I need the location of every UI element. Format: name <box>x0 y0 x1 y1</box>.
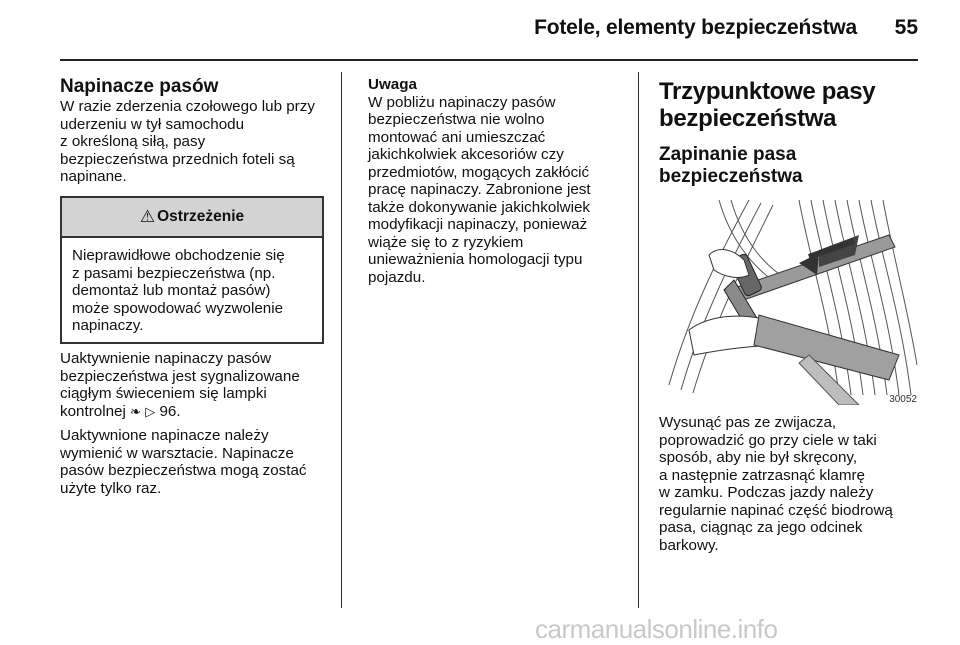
note-line: unieważnienia homologacji typu <box>368 251 583 268</box>
instruction-line: barkowy. <box>659 536 719 554</box>
replacement-paragraph-line: pasów bezpieczeństwa mogą zostać <box>60 462 307 479</box>
warning-header <box>62 198 322 238</box>
intro-line: W razie zderzenia czołowego lub przy <box>60 98 315 115</box>
column-divider-1 <box>341 72 342 608</box>
intro-line: bezpieczeństwa przednich foteli są <box>60 150 295 168</box>
warning-box <box>60 196 324 344</box>
heading-line: bezpieczeństwa <box>659 105 837 132</box>
seatbelt-fastening-illustration <box>659 195 919 405</box>
column-3 <box>659 78 924 188</box>
column-1 <box>60 76 330 186</box>
replacement-paragraph-line: Uaktywnione napinacze należy <box>60 427 269 444</box>
note-line: pojazdu. <box>368 268 426 286</box>
warning-line: demontaż lub montaż pasów) <box>72 282 271 299</box>
note-line: pracę napinaczy. Zabronione jest <box>368 181 591 198</box>
warning-line: Nieprawidłowe obchodzenie się <box>72 247 285 264</box>
figure-id: 30052 <box>889 394 917 405</box>
activation-paragraph-line <box>60 403 332 421</box>
instruction-line: w zamku. Podczas jazdy należy <box>659 484 874 501</box>
note-line: jakichkolwiek akcesoriów czy <box>368 146 564 163</box>
note-line: bezpieczeństwa nie wolno <box>368 111 545 128</box>
note-label: Uwaga <box>368 76 417 93</box>
warning-line: napinaczy. <box>72 317 144 334</box>
section-heading-pretensioners: Napinacze pasów <box>60 76 219 97</box>
instruction-line: poprowadzić go przy ciele w taki <box>659 431 877 449</box>
column-2 <box>368 76 633 286</box>
note-line: montować ani umieszczać <box>368 128 546 146</box>
note-line: także dokonywanie jakichkolwiek <box>368 198 591 216</box>
illustration-drawing <box>659 195 919 405</box>
subheading-fastening <box>659 144 924 188</box>
column-3-body <box>659 414 924 554</box>
warning-title: Ostrzeżenie <box>157 208 245 225</box>
intro-line: uderzeniu w tył samochodu <box>60 115 245 133</box>
header-rule <box>60 59 918 61</box>
column-1-lower <box>60 350 332 497</box>
header-title: Fotele, elementy bezpieczeństwa <box>534 16 857 39</box>
note-line: modyfikacji napinaczy, ponieważ <box>368 216 588 233</box>
activation-paragraph-line: bezpieczeństwa jest sygnalizowane <box>60 367 300 385</box>
warning-line: może spowodować wyzwolenie <box>72 299 284 317</box>
instruction-line: sposób, aby nie był skręcony, <box>659 449 858 466</box>
activation-paragraph-line: Uaktywnienie napinaczy pasów <box>60 350 272 367</box>
replacement-paragraph-line: wymienić w warsztacie. Napinacze <box>60 444 294 462</box>
subheading-line: Zapinanie pasa <box>659 144 797 165</box>
activation-paragraph-line: ciągłym świeceniem się lampki <box>60 385 267 402</box>
activation-paragraph-text: kontrolnej <box>60 402 126 420</box>
watermark: carmanualsonline.info <box>535 614 778 644</box>
warning-triangle-icon: ⚠ <box>139 207 156 226</box>
intro-line: napinane. <box>60 168 127 185</box>
page-reference-arrow-icon: ▷ <box>145 403 156 419</box>
note-line: wiąże się to z ryzykiem <box>368 233 524 251</box>
section-heading-three-point-belts <box>659 78 924 132</box>
note-line: W pobliżu napinaczy pasów <box>368 93 556 111</box>
instruction-line: a następnie zatrzasnąć klamrę <box>659 466 865 484</box>
heading-line: Trzypunktowe pasy <box>659 78 876 105</box>
intro-line: z określoną siłą, pasy <box>60 133 206 150</box>
seatbelt-pretensioner-lamp-icon: ❧ <box>130 403 141 419</box>
page-reference: 96. <box>159 402 181 420</box>
instruction-line: Wysunąć pas ze zwijacza, <box>659 414 837 431</box>
column-divider-2 <box>638 72 639 608</box>
page-number: 55 <box>894 16 918 39</box>
replacement-paragraph-line: użyte tylko raz. <box>60 479 162 497</box>
warning-body <box>62 238 322 335</box>
instruction-line: regularnie napinać część biodrową <box>659 501 893 519</box>
subheading-line: bezpieczeństwa <box>659 166 803 187</box>
instruction-line: pasa, ciągnąc za jego odcinek <box>659 519 863 536</box>
note-line: przedmiotów, mogących zakłócić <box>368 163 590 181</box>
warning-line: z pasami bezpieczeństwa (np. <box>72 264 276 282</box>
